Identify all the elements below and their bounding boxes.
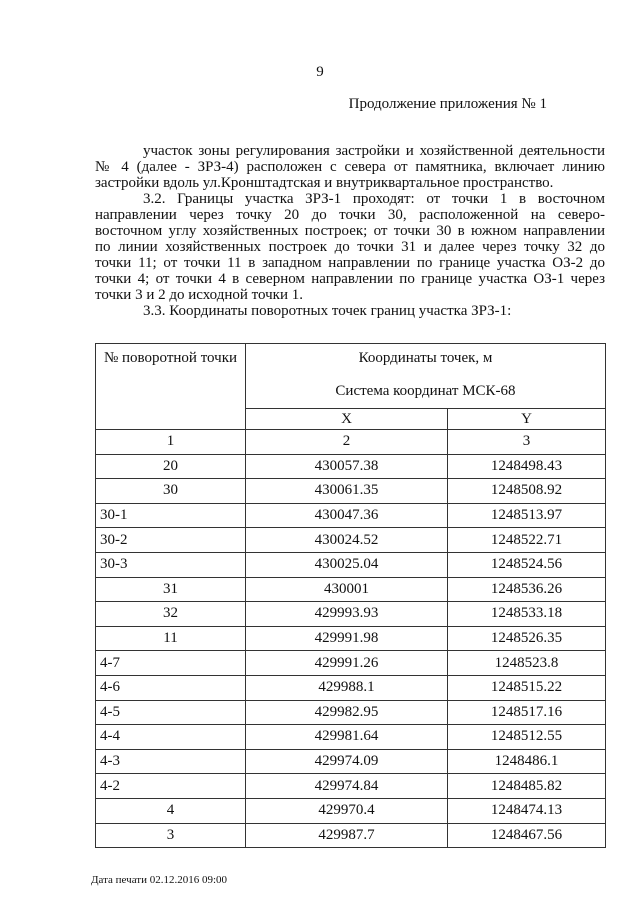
table-row (96, 528, 606, 553)
column-number-row (96, 430, 606, 455)
header-y: Y (448, 409, 606, 430)
y-cell: 1248512.55 (448, 725, 606, 750)
table-row (96, 774, 606, 799)
point-cell: 4-5 (96, 700, 246, 725)
x-cell: 429991.98 (246, 626, 448, 651)
paragraph-line: застройки вдоль ул.Кронштадтская и внутриквартальное пространство. (95, 175, 554, 191)
paragraph-line: точки 4; от точки 4 в северном направлении по границе участка ОЗ-1 через (95, 271, 605, 287)
col-number: 3 (448, 430, 606, 455)
page-number: 9 (316, 64, 324, 80)
col-number: 1 (96, 430, 246, 455)
coordinates-table (95, 343, 606, 848)
paragraph-line: № 4 (далее - ЗРЗ-4) расположен с севера от памятника, включает линию (95, 159, 605, 175)
table-row (96, 700, 606, 725)
paragraph-line: точки 3 и 2 до исходной точки 1. (95, 287, 303, 303)
x-cell: 429987.7 (246, 823, 448, 848)
paragraph-line: 3.2. Границы участка ЗРЗ-1 проходят: от точки 1 в восточном (143, 191, 605, 207)
x-cell: 430057.38 (246, 454, 448, 479)
header-point: № поворотной точки (96, 344, 246, 430)
x-cell: 429981.64 (246, 725, 448, 750)
x-cell: 430061.35 (246, 479, 448, 504)
y-cell: 1248508.92 (448, 479, 606, 504)
table-row (96, 725, 606, 750)
y-cell: 1248517.16 (448, 700, 606, 725)
header-coords-title: Координаты точек, м (358, 350, 493, 366)
y-cell: 1248486.1 (448, 749, 606, 774)
point-cell: 4-7 (96, 651, 246, 676)
x-cell: 430025.04 (246, 552, 448, 577)
table-row (96, 503, 606, 528)
table-row (96, 749, 606, 774)
y-cell: 1248467.56 (448, 823, 606, 848)
point-cell: 30-2 (96, 528, 246, 553)
x-cell: 429974.09 (246, 749, 448, 774)
paragraph-line: направлении через точку 20 до точки 30, расположенной на северо- (95, 207, 605, 223)
point-cell: 4-2 (96, 774, 246, 799)
y-cell: 1248515.22 (448, 675, 606, 700)
point-cell: 4-6 (96, 675, 246, 700)
table-row (96, 577, 606, 602)
y-cell: 1248513.97 (448, 503, 606, 528)
y-cell: 1248536.26 (448, 577, 606, 602)
x-cell: 429970.4 (246, 798, 448, 823)
point-cell: 31 (96, 577, 246, 602)
point-cell: 4-3 (96, 749, 246, 774)
paragraph-line: 3.3. Координаты поворотных точек границ участка ЗРЗ-1: (143, 303, 512, 319)
table-row (96, 823, 606, 848)
x-cell: 429993.93 (246, 602, 448, 627)
point-cell: 11 (96, 626, 246, 651)
header-coords (246, 344, 606, 409)
point-cell: 20 (96, 454, 246, 479)
y-cell: 1248524.56 (448, 552, 606, 577)
point-cell: 30-1 (96, 503, 246, 528)
body-text (95, 143, 605, 319)
table-row (96, 479, 606, 504)
header-coord-system: Система координат МСК-68 (335, 383, 516, 399)
x-cell: 430024.52 (246, 528, 448, 553)
paragraph-line: восточном углу хозяйственных построек; от точки 30 в южном направлении (95, 223, 605, 239)
y-cell: 1248485.82 (448, 774, 606, 799)
print-date: Дата печати 02.12.2016 09:00 (91, 874, 228, 886)
table-row (96, 552, 606, 577)
y-cell: 1248523.8 (448, 651, 606, 676)
x-cell: 429991.26 (246, 651, 448, 676)
point-cell: 3 (96, 823, 246, 848)
point-cell: 30-3 (96, 552, 246, 577)
table-row (96, 626, 606, 651)
paragraph-line: по линии хозяйственных построек до точки 31 и далее через точку 32 до (95, 239, 605, 255)
y-cell: 1248526.35 (448, 626, 606, 651)
x-cell: 429988.1 (246, 675, 448, 700)
table-row (96, 675, 606, 700)
table-header-row (96, 344, 606, 409)
x-cell: 430047.36 (246, 503, 448, 528)
x-cell: 429974.84 (246, 774, 448, 799)
point-cell: 4-4 (96, 725, 246, 750)
paragraph-line: точки 11; от точки 11 в западном направлении по границе участка ОЗ-2 до (95, 255, 605, 271)
point-cell: 32 (96, 602, 246, 627)
table-row (96, 651, 606, 676)
y-cell: 1248474.13 (448, 798, 606, 823)
x-cell: 430001 (246, 577, 448, 602)
header-x: X (246, 409, 448, 430)
y-cell: 1248533.18 (448, 602, 606, 627)
appendix-continuation-label: Продолжение приложения № 1 (348, 96, 547, 112)
point-cell: 4 (96, 798, 246, 823)
table-row (96, 454, 606, 479)
point-cell: 30 (96, 479, 246, 504)
paragraph-line: участок зоны регулирования застройки и хозяйственной деятельности (143, 143, 605, 159)
x-cell: 429982.95 (246, 700, 448, 725)
y-cell: 1248498.43 (448, 454, 606, 479)
col-number: 2 (246, 430, 448, 455)
table-row (96, 602, 606, 627)
y-cell: 1248522.71 (448, 528, 606, 553)
table-row (96, 798, 606, 823)
